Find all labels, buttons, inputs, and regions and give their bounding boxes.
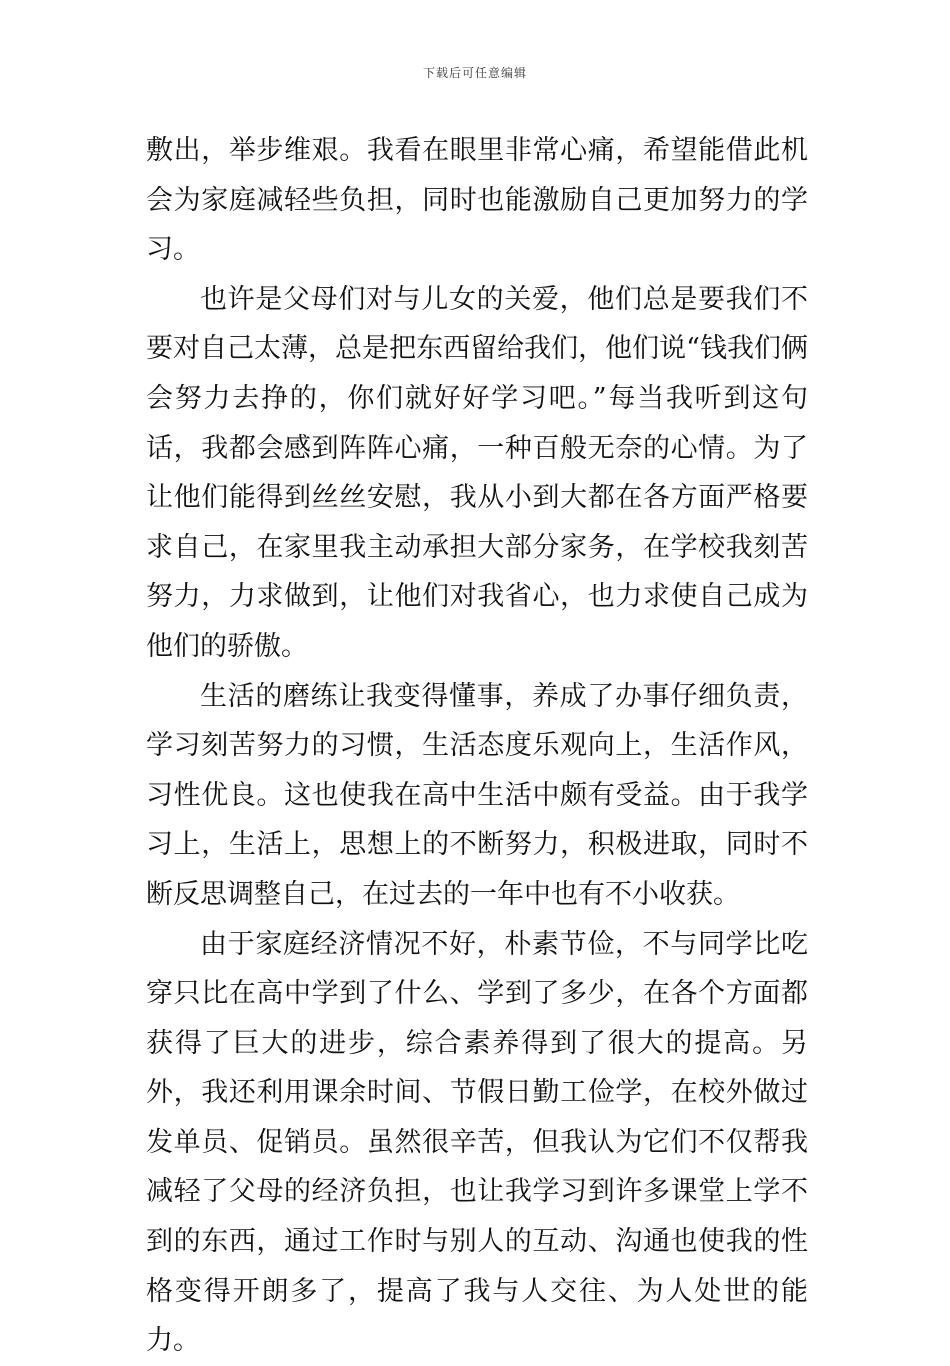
paragraph-4: 由于家庭经济情况不好，朴素节俭，不与同学比吃穿只比在高中学到了什么、学到了多少，在各个方面都获得了巨大的进步，综合素养得到了很大的提高。另外，我还利用课余时间、节假日勤工俭学，在校外做过发单员、促销员。虽然很辛苦，但我认为它们不仅帮我减轻了父母的经济负担，也让我学习到许多课堂上学不到的东西，通过工作时与别人的互动、沟通也使我的性格变得开朗多了，提高了我与人交往、为人处世的能力。	[146, 928, 808, 1357]
page-header: 下载后可任意编辑	[422, 66, 527, 80]
paragraph-2: 也许是父母们对与儿女的关爱，他们总是要我们不要对自己太薄，总是把东西留给我们，他们说“钱我们俩会努力去挣的，你们就好好学习吧。”每当我听到这句话，我都会感到阵阵心痛，一种百般无奈的心情。为了让他们能得到丝丝安慰，我从小到大都在各方面严格要求自己，在家里我主动承担大部分家务，在学校我刻苦努力，力求做到，让他们对我省心，也力求使自己成为他们的骄傲。	[146, 283, 808, 662]
paragraph-1: 敷出，举步维艰。我看在眼里非常心痛，希望能借此机会为家庭减轻些负担，同时也能激励自己更加努力的学习。	[146, 135, 808, 266]
document-body	[146, 126, 808, 1366]
paragraph-3: 生活的磨练让我变得懂事，养成了办事仔细负责，学习刻苦努力的习惯，生活态度乐观向上，生活作风，习性优良。这也使我在高中生活中颇有受益。由于我学习上，生活上，思想上的不断努力，积极进取，同时不断反思调整自己，在过去的一年中也有不小收获。	[146, 680, 808, 910]
